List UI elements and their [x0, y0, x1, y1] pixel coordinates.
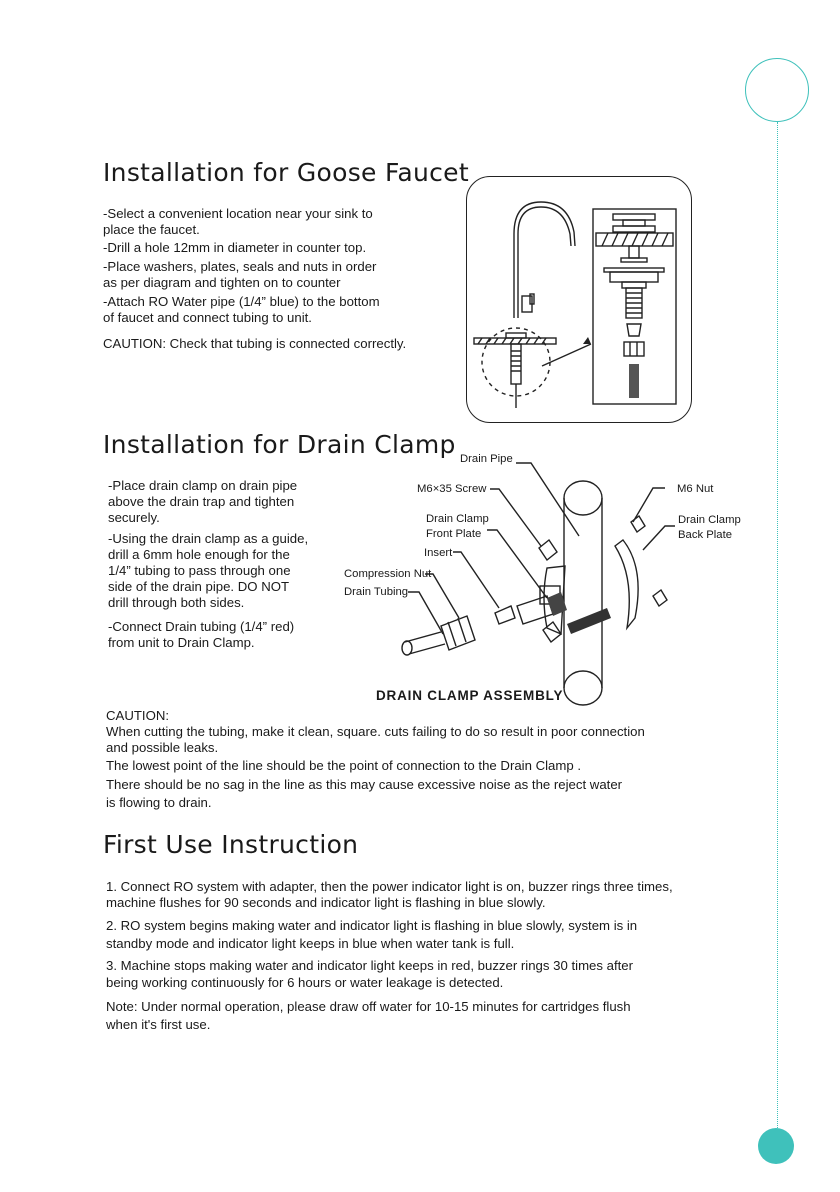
instruction-line: -Attach RO Water pipe (1/4” blue) to the bottom	[103, 294, 380, 309]
label-back-plate-2: Back Plate	[678, 529, 733, 541]
drain-clamp-title: Installation for Drain Clamp	[103, 430, 456, 459]
first-use-title: First Use Instruction	[103, 830, 359, 859]
label-back-plate: Drain Clamp	[678, 514, 741, 526]
instruction-line: being working continuously for 6 hours or water leakage is detected.	[106, 975, 504, 990]
instruction-line: side of the drain pipe. DO NOT	[108, 579, 290, 594]
instruction-line: -Using the drain clamp as a guide,	[108, 531, 309, 546]
caution-line: CAUTION:	[106, 708, 170, 723]
instruction-line: drill a 6mm hole enough for the	[108, 547, 290, 562]
label-front-plate-2: Front Plate	[426, 528, 482, 540]
label-drain-tubing: Drain Tubing	[344, 586, 409, 598]
caution-line: When cutting the tubing, make it clean, square. cuts failing to do so result in poor connection	[106, 724, 645, 739]
instruction-line: -Connect Drain tubing (1/4” red)	[108, 619, 295, 634]
instruction-line: -Place drain clamp on drain pipe	[108, 478, 298, 493]
caution-line: is flowing to drain.	[106, 795, 212, 810]
instruction-line: securely.	[108, 510, 160, 525]
caution-line: There should be no sag in the line as this may cause excessive noise as the reject water	[106, 777, 623, 792]
instruction-line: as per diagram and tighten on to counter	[103, 275, 341, 290]
instruction-line: -Select a convenient location near your sink to	[103, 206, 373, 221]
decorative-circle-outline	[745, 58, 809, 122]
instruction-line: 3. Machine stops making water and indicator light keeps in red, buzzer rings 30 times after	[106, 958, 634, 973]
decorative-circle-filled	[758, 1128, 794, 1164]
goose-faucet-title: Installation for Goose Faucet	[103, 158, 469, 187]
instruction-line: machine flushes for 90 seconds and indicator light is flashing in blue slowly.	[106, 895, 546, 910]
decorative-dotted-line	[777, 122, 778, 1130]
faucet-diagram	[466, 176, 692, 423]
instruction-line: -Place washers, plates, seals and nuts in order	[103, 259, 377, 274]
label-front-plate: Drain Clamp	[426, 513, 489, 525]
instruction-line: of faucet and connect tubing to unit.	[103, 310, 312, 325]
instruction-line: 1/4” tubing to pass through one	[108, 563, 291, 578]
note-line: when it's first use.	[106, 1017, 211, 1032]
instruction-line: -Drill a hole 12mm in diameter in counter top.	[103, 240, 367, 255]
instruction-line: place the faucet.	[103, 222, 200, 237]
label-screw: M6×35 Screw	[417, 483, 487, 495]
instruction-line: 2. RO system begins making water and indicator light is flashing in blue slowly, system is in	[106, 918, 638, 933]
caution-line: and possible leaks.	[106, 740, 219, 755]
assembly-caption: DRAIN CLAMP ASSEMBLY	[376, 688, 564, 703]
instruction-line: drill through both sides.	[108, 595, 245, 610]
instruction-line: from unit to Drain Clamp.	[108, 635, 255, 650]
label-m6-nut: M6 Nut	[677, 483, 714, 495]
goose-caution: CAUTION: Check that tubing is connected correctly.	[103, 336, 407, 351]
label-compression-nut: Compression Nut	[344, 568, 432, 580]
instruction-line: above the drain trap and tighten	[108, 494, 295, 509]
instruction-line: 1. Connect RO system with adapter, then the power indicator light is on, buzzer rings three times,	[106, 879, 673, 894]
note-line: Note: Under normal operation, please draw off water for 10-15 minutes for cartridges flush	[106, 999, 631, 1014]
instruction-line: standby mode and indicator light keeps in blue when water tank is full.	[106, 936, 515, 951]
caution-line: The lowest point of the line should be the point of connection to the Drain Clamp .	[106, 758, 582, 773]
label-drain-pipe: Drain Pipe	[460, 453, 513, 465]
label-insert: Insert	[424, 547, 453, 559]
